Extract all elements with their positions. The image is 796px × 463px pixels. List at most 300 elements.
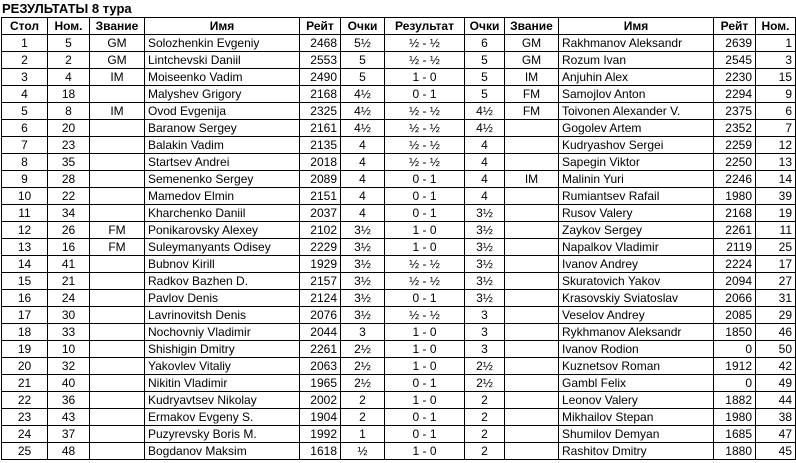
result-cell: ½ - ½ bbox=[385, 273, 465, 290]
title-cell bbox=[90, 443, 145, 460]
rating-cell-opponent: 2119 bbox=[714, 239, 756, 256]
table-row bbox=[2, 69, 796, 86]
name-cell: Radkov Bazhen D. bbox=[145, 273, 300, 290]
name-cell: Nochovniy Vladimir bbox=[145, 324, 300, 341]
rating-cell: 2151 bbox=[300, 188, 341, 205]
board-cell: 21 bbox=[2, 375, 48, 392]
rating-cell: 2037 bbox=[300, 205, 341, 222]
number-cell: 36 bbox=[48, 392, 90, 409]
title-cell bbox=[90, 341, 145, 358]
points-cell: 3½ bbox=[341, 256, 385, 273]
points-cell-opponent: 3½ bbox=[465, 205, 505, 222]
number-cell-opponent: 13 bbox=[756, 154, 796, 171]
board-cell: 9 bbox=[2, 171, 48, 188]
table-row bbox=[2, 120, 796, 137]
name-cell-opponent: Rykhmanov Aleksandr bbox=[559, 324, 714, 341]
number-cell-opponent: 50 bbox=[756, 341, 796, 358]
title-cell bbox=[90, 409, 145, 426]
name-cell-opponent: Toivonen Alexander V. bbox=[559, 103, 714, 120]
title-cell bbox=[90, 290, 145, 307]
title-cell bbox=[90, 205, 145, 222]
title-cell-opponent: GM bbox=[505, 35, 559, 52]
col-header-board: Стол bbox=[2, 18, 48, 35]
points-cell-opponent: 2 bbox=[465, 443, 505, 460]
rating-cell-opponent: 2639 bbox=[714, 35, 756, 52]
title-cell-opponent: IM bbox=[505, 69, 559, 86]
points-cell: 4 bbox=[341, 188, 385, 205]
result-cell: 0 - 1 bbox=[385, 290, 465, 307]
table-row bbox=[2, 137, 796, 154]
name-cell: Baranow Sergey bbox=[145, 120, 300, 137]
rating-cell-opponent: 1880 bbox=[714, 443, 756, 460]
rating-cell-opponent: 2352 bbox=[714, 120, 756, 137]
rating-cell: 1965 bbox=[300, 375, 341, 392]
title-cell-opponent bbox=[505, 409, 559, 426]
col-header-points-opponent: Очки bbox=[465, 18, 505, 35]
name-cell-opponent: Leonov Valery bbox=[559, 392, 714, 409]
points-cell: 2½ bbox=[341, 358, 385, 375]
points-cell-opponent: 4½ bbox=[465, 103, 505, 120]
board-cell: 16 bbox=[2, 290, 48, 307]
points-cell: 4 bbox=[341, 154, 385, 171]
title-cell-opponent bbox=[505, 392, 559, 409]
rating-cell-opponent: 0 bbox=[714, 375, 756, 392]
number-cell: 22 bbox=[48, 188, 90, 205]
board-cell: 18 bbox=[2, 324, 48, 341]
points-cell-opponent: 5 bbox=[465, 86, 505, 103]
rating-cell-opponent: 1980 bbox=[714, 188, 756, 205]
board-cell: 15 bbox=[2, 273, 48, 290]
points-cell-opponent: 3½ bbox=[465, 273, 505, 290]
board-cell: 22 bbox=[2, 392, 48, 409]
title-cell bbox=[90, 137, 145, 154]
results-table bbox=[1, 17, 796, 460]
rating-cell: 1929 bbox=[300, 256, 341, 273]
table-row bbox=[2, 103, 796, 120]
board-cell: 14 bbox=[2, 256, 48, 273]
points-cell: 4½ bbox=[341, 120, 385, 137]
title-cell-opponent bbox=[505, 324, 559, 341]
title-cell: GM bbox=[90, 52, 145, 69]
name-cell-opponent: Gambl Felix bbox=[559, 375, 714, 392]
table-row bbox=[2, 205, 796, 222]
number-cell: 23 bbox=[48, 137, 90, 154]
name-cell-opponent: Anjuhin Alex bbox=[559, 69, 714, 86]
points-cell: 4½ bbox=[341, 86, 385, 103]
name-cell: Kharchenko Daniil bbox=[145, 205, 300, 222]
name-cell: Startsev Andrei bbox=[145, 154, 300, 171]
name-cell: Ovod Evgenija bbox=[145, 103, 300, 120]
col-header-rating-opponent: Рейт bbox=[714, 18, 756, 35]
rating-cell: 2089 bbox=[300, 171, 341, 188]
number-cell: 43 bbox=[48, 409, 90, 426]
rating-cell: 1992 bbox=[300, 426, 341, 443]
rating-cell-opponent: 2224 bbox=[714, 256, 756, 273]
number-cell: 48 bbox=[48, 443, 90, 460]
name-cell: Malyshev Grigory bbox=[145, 86, 300, 103]
title-cell-opponent: IM bbox=[505, 171, 559, 188]
name-cell: Solozhenkin Evgeniy bbox=[145, 35, 300, 52]
rating-cell-opponent: 2375 bbox=[714, 103, 756, 120]
number-cell-opponent: 46 bbox=[756, 324, 796, 341]
title-cell: FM bbox=[90, 239, 145, 256]
board-cell: 6 bbox=[2, 120, 48, 137]
name-cell: Pavlov Denis bbox=[145, 290, 300, 307]
name-cell: Lavrinovitsh Denis bbox=[145, 307, 300, 324]
number-cell-opponent: 11 bbox=[756, 222, 796, 239]
rating-cell-opponent: 1882 bbox=[714, 392, 756, 409]
points-cell-opponent: 5 bbox=[465, 69, 505, 86]
col-header-title: Звание bbox=[90, 18, 145, 35]
title-cell-opponent: GM bbox=[505, 52, 559, 69]
title-cell bbox=[90, 358, 145, 375]
rating-cell-opponent: 2246 bbox=[714, 171, 756, 188]
board-cell: 17 bbox=[2, 307, 48, 324]
points-cell-opponent: 4½ bbox=[465, 120, 505, 137]
name-cell-opponent: Skuratovich Yakov bbox=[559, 273, 714, 290]
number-cell: 28 bbox=[48, 171, 90, 188]
name-cell-opponent: Mikhailov Stepan bbox=[559, 409, 714, 426]
number-cell-opponent: 6 bbox=[756, 103, 796, 120]
title-cell-opponent bbox=[505, 443, 559, 460]
number-cell-opponent: 3 bbox=[756, 52, 796, 69]
number-cell-opponent: 9 bbox=[756, 86, 796, 103]
number-cell-opponent: 14 bbox=[756, 171, 796, 188]
number-cell-opponent: 45 bbox=[756, 443, 796, 460]
name-cell: Yakovlev Vitaliy bbox=[145, 358, 300, 375]
result-cell: 0 - 1 bbox=[385, 171, 465, 188]
rating-cell-opponent: 2066 bbox=[714, 290, 756, 307]
title-cell: IM bbox=[90, 103, 145, 120]
name-cell-opponent: Rozum Ivan bbox=[559, 52, 714, 69]
col-header-name-opponent: Имя bbox=[559, 18, 714, 35]
number-cell: 10 bbox=[48, 341, 90, 358]
number-cell-opponent: 44 bbox=[756, 392, 796, 409]
name-cell: Semenenko Sergey bbox=[145, 171, 300, 188]
number-cell: 32 bbox=[48, 358, 90, 375]
number-cell: 35 bbox=[48, 154, 90, 171]
number-cell-opponent: 42 bbox=[756, 358, 796, 375]
name-cell-opponent: Veselov Andrey bbox=[559, 307, 714, 324]
result-cell: 1 - 0 bbox=[385, 341, 465, 358]
name-cell-opponent: Ivanov Rodion bbox=[559, 341, 714, 358]
number-cell-opponent: 12 bbox=[756, 137, 796, 154]
name-cell: Bubnov Kirill bbox=[145, 256, 300, 273]
title-cell-opponent bbox=[505, 137, 559, 154]
points-cell-opponent: 2½ bbox=[465, 358, 505, 375]
result-cell: 0 - 1 bbox=[385, 375, 465, 392]
rating-cell: 2076 bbox=[300, 307, 341, 324]
number-cell: 34 bbox=[48, 205, 90, 222]
result-cell: ½ - ½ bbox=[385, 52, 465, 69]
name-cell-opponent: Rakhmanov Aleksandr bbox=[559, 35, 714, 52]
number-cell-opponent: 31 bbox=[756, 290, 796, 307]
title-cell-opponent bbox=[505, 426, 559, 443]
title-cell bbox=[90, 307, 145, 324]
title-cell: FM bbox=[90, 222, 145, 239]
points-cell-opponent: 3 bbox=[465, 341, 505, 358]
number-cell: 2 bbox=[48, 52, 90, 69]
board-cell: 8 bbox=[2, 154, 48, 171]
col-header-title-opponent: Звание bbox=[505, 18, 559, 35]
title-cell bbox=[90, 86, 145, 103]
points-cell: 4 bbox=[341, 205, 385, 222]
name-cell-opponent: Kudryashov Sergei bbox=[559, 137, 714, 154]
table-row bbox=[2, 392, 796, 409]
col-header-result: Результат bbox=[385, 18, 465, 35]
points-cell-opponent: 3½ bbox=[465, 222, 505, 239]
result-cell: 1 - 0 bbox=[385, 392, 465, 409]
number-cell: 41 bbox=[48, 256, 90, 273]
board-cell: 25 bbox=[2, 443, 48, 460]
points-cell: 2 bbox=[341, 409, 385, 426]
result-cell: 0 - 1 bbox=[385, 409, 465, 426]
result-cell: ½ - ½ bbox=[385, 154, 465, 171]
points-cell: 3 bbox=[341, 324, 385, 341]
rating-cell-opponent: 2250 bbox=[714, 154, 756, 171]
result-cell: ½ - ½ bbox=[385, 256, 465, 273]
name-cell-opponent: Samojlov Anton bbox=[559, 86, 714, 103]
title-cell-opponent bbox=[505, 222, 559, 239]
rating-cell-opponent: 1685 bbox=[714, 426, 756, 443]
rating-cell: 2018 bbox=[300, 154, 341, 171]
table-row bbox=[2, 358, 796, 375]
board-cell: 24 bbox=[2, 426, 48, 443]
title-cell-opponent bbox=[505, 307, 559, 324]
number-cell-opponent: 29 bbox=[756, 307, 796, 324]
points-cell: 3½ bbox=[341, 307, 385, 324]
title-cell bbox=[90, 120, 145, 137]
points-cell: 2 bbox=[341, 392, 385, 409]
name-cell: Lintchevski Daniil bbox=[145, 52, 300, 69]
table-row bbox=[2, 188, 796, 205]
rating-cell: 2553 bbox=[300, 52, 341, 69]
title-cell bbox=[90, 256, 145, 273]
rating-cell: 2325 bbox=[300, 103, 341, 120]
points-cell: 1 bbox=[341, 426, 385, 443]
table-row bbox=[2, 409, 796, 426]
name-cell: Moiseenko Vadim bbox=[145, 69, 300, 86]
rating-cell-opponent: 2294 bbox=[714, 86, 756, 103]
points-cell-opponent: 3½ bbox=[465, 256, 505, 273]
rating-cell: 1618 bbox=[300, 443, 341, 460]
board-cell: 4 bbox=[2, 86, 48, 103]
name-cell: Shishigin Dmitry bbox=[145, 341, 300, 358]
rating-cell: 2168 bbox=[300, 86, 341, 103]
page-title: РЕЗУЛЬТАТЫ 8 тура bbox=[2, 1, 132, 16]
rating-cell: 2135 bbox=[300, 137, 341, 154]
rating-cell: 2002 bbox=[300, 392, 341, 409]
points-cell: 2½ bbox=[341, 341, 385, 358]
name-cell-opponent: Napalkov Vladimir bbox=[559, 239, 714, 256]
table-row bbox=[2, 341, 796, 358]
points-cell-opponent: 4 bbox=[465, 171, 505, 188]
rating-cell-opponent: 2094 bbox=[714, 273, 756, 290]
result-cell: 1 - 0 bbox=[385, 358, 465, 375]
board-cell: 23 bbox=[2, 409, 48, 426]
number-cell: 24 bbox=[48, 290, 90, 307]
points-cell-opponent: 4 bbox=[465, 137, 505, 154]
rating-cell-opponent: 2230 bbox=[714, 69, 756, 86]
points-cell-opponent: 4 bbox=[465, 154, 505, 171]
title-cell bbox=[90, 426, 145, 443]
board-cell: 5 bbox=[2, 103, 48, 120]
title-cell bbox=[90, 154, 145, 171]
name-cell: Mamedov Elmin bbox=[145, 188, 300, 205]
number-cell: 26 bbox=[48, 222, 90, 239]
number-cell: 8 bbox=[48, 103, 90, 120]
col-header-number: Ном. bbox=[48, 18, 90, 35]
points-cell: 3½ bbox=[341, 239, 385, 256]
name-cell: Suleymanyants Odisey bbox=[145, 239, 300, 256]
board-cell: 20 bbox=[2, 358, 48, 375]
points-cell-opponent: 3 bbox=[465, 307, 505, 324]
title-cell bbox=[90, 188, 145, 205]
number-cell-opponent: 1 bbox=[756, 35, 796, 52]
rating-cell-opponent: 1850 bbox=[714, 324, 756, 341]
name-cell-opponent: Rashitov Dmitry bbox=[559, 443, 714, 460]
rating-cell: 2102 bbox=[300, 222, 341, 239]
number-cell: 33 bbox=[48, 324, 90, 341]
table-row bbox=[2, 375, 796, 392]
points-cell-opponent: 2 bbox=[465, 392, 505, 409]
table-row bbox=[2, 52, 796, 69]
rating-cell-opponent: 2259 bbox=[714, 137, 756, 154]
rating-cell-opponent: 1980 bbox=[714, 409, 756, 426]
board-cell: 10 bbox=[2, 188, 48, 205]
points-cell: 4 bbox=[341, 171, 385, 188]
number-cell-opponent: 25 bbox=[756, 239, 796, 256]
name-cell-opponent: Rusov Valery bbox=[559, 205, 714, 222]
points-cell: ½ bbox=[341, 443, 385, 460]
table-row bbox=[2, 222, 796, 239]
board-cell: 7 bbox=[2, 137, 48, 154]
number-cell-opponent: 39 bbox=[756, 188, 796, 205]
points-cell-opponent: 4 bbox=[465, 188, 505, 205]
title-cell: IM bbox=[90, 69, 145, 86]
number-cell-opponent: 38 bbox=[756, 409, 796, 426]
number-cell: 4 bbox=[48, 69, 90, 86]
number-cell-opponent: 15 bbox=[756, 69, 796, 86]
title-cell-opponent: FM bbox=[505, 86, 559, 103]
table-row bbox=[2, 86, 796, 103]
title-cell-opponent bbox=[505, 358, 559, 375]
name-cell: Ermakov Evgeny S. bbox=[145, 409, 300, 426]
points-cell: 3½ bbox=[341, 290, 385, 307]
rating-cell: 2157 bbox=[300, 273, 341, 290]
name-cell-opponent: Shumilov Demyan bbox=[559, 426, 714, 443]
points-cell-opponent: 5 bbox=[465, 52, 505, 69]
points-cell: 2½ bbox=[341, 375, 385, 392]
table-row bbox=[2, 307, 796, 324]
number-cell: 37 bbox=[48, 426, 90, 443]
title-cell-opponent bbox=[505, 256, 559, 273]
points-cell-opponent: 2 bbox=[465, 409, 505, 426]
name-cell-opponent: Ivanov Andrey bbox=[559, 256, 714, 273]
result-cell: 1 - 0 bbox=[385, 69, 465, 86]
rating-cell: 2468 bbox=[300, 35, 341, 52]
board-cell: 3 bbox=[2, 69, 48, 86]
result-cell: 0 - 1 bbox=[385, 205, 465, 222]
result-cell: 1 - 0 bbox=[385, 239, 465, 256]
points-cell-opponent: 3½ bbox=[465, 239, 505, 256]
number-cell: 5 bbox=[48, 35, 90, 52]
number-cell: 16 bbox=[48, 239, 90, 256]
rating-cell-opponent: 2545 bbox=[714, 52, 756, 69]
name-cell: Puzyrevsky Boris M. bbox=[145, 426, 300, 443]
result-cell: 1 - 0 bbox=[385, 324, 465, 341]
title-cell-opponent bbox=[505, 120, 559, 137]
table-row bbox=[2, 273, 796, 290]
title-cell bbox=[90, 273, 145, 290]
rating-cell: 2063 bbox=[300, 358, 341, 375]
result-cell: 0 - 1 bbox=[385, 86, 465, 103]
points-cell: 5½ bbox=[341, 35, 385, 52]
title-cell-opponent bbox=[505, 290, 559, 307]
rating-cell: 2124 bbox=[300, 290, 341, 307]
col-header-rating: Рейт bbox=[300, 18, 341, 35]
title-cell-opponent: FM bbox=[505, 103, 559, 120]
col-header-number-opponent: Ном. bbox=[756, 18, 796, 35]
result-cell: ½ - ½ bbox=[385, 103, 465, 120]
result-cell: 0 - 1 bbox=[385, 188, 465, 205]
points-cell: 4 bbox=[341, 137, 385, 154]
table-row bbox=[2, 239, 796, 256]
rating-cell-opponent: 2168 bbox=[714, 205, 756, 222]
title-cell-opponent bbox=[505, 375, 559, 392]
number-cell-opponent: 7 bbox=[756, 120, 796, 137]
name-cell-opponent: Zaykov Sergey bbox=[559, 222, 714, 239]
name-cell-opponent: Rumiantsev Rafail bbox=[559, 188, 714, 205]
name-cell-opponent: Gogolev Artem bbox=[559, 120, 714, 137]
table-row bbox=[2, 290, 796, 307]
result-cell: 0 - 1 bbox=[385, 426, 465, 443]
number-cell-opponent: 17 bbox=[756, 256, 796, 273]
table-row bbox=[2, 443, 796, 460]
rating-cell-opponent: 1912 bbox=[714, 358, 756, 375]
points-cell-opponent: 2½ bbox=[465, 375, 505, 392]
points-cell: 5 bbox=[341, 52, 385, 69]
board-cell: 12 bbox=[2, 222, 48, 239]
points-cell-opponent: 6 bbox=[465, 35, 505, 52]
name-cell: Ponikarovsky Alexey bbox=[145, 222, 300, 239]
name-cell: Nikitin Vladimir bbox=[145, 375, 300, 392]
col-header-points: Очки bbox=[341, 18, 385, 35]
points-cell: 5 bbox=[341, 69, 385, 86]
number-cell: 30 bbox=[48, 307, 90, 324]
name-cell: Kudryavtsev Nikolay bbox=[145, 392, 300, 409]
title-cell-opponent bbox=[505, 188, 559, 205]
points-cell: 3½ bbox=[341, 222, 385, 239]
title-cell bbox=[90, 171, 145, 188]
rating-cell: 2261 bbox=[300, 341, 341, 358]
points-cell-opponent: 3 bbox=[465, 324, 505, 341]
table-row bbox=[2, 154, 796, 171]
board-cell: 1 bbox=[2, 35, 48, 52]
result-cell: ½ - ½ bbox=[385, 120, 465, 137]
result-cell: 1 - 0 bbox=[385, 443, 465, 460]
rating-cell: 2161 bbox=[300, 120, 341, 137]
name-cell: Bogdanov Maksim bbox=[145, 443, 300, 460]
rating-cell: 1904 bbox=[300, 409, 341, 426]
col-header-name: Имя bbox=[145, 18, 300, 35]
title-cell bbox=[90, 375, 145, 392]
result-cell: 1 - 0 bbox=[385, 222, 465, 239]
number-cell: 20 bbox=[48, 120, 90, 137]
rating-cell: 2044 bbox=[300, 324, 341, 341]
number-cell-opponent: 47 bbox=[756, 426, 796, 443]
table-row bbox=[2, 256, 796, 273]
